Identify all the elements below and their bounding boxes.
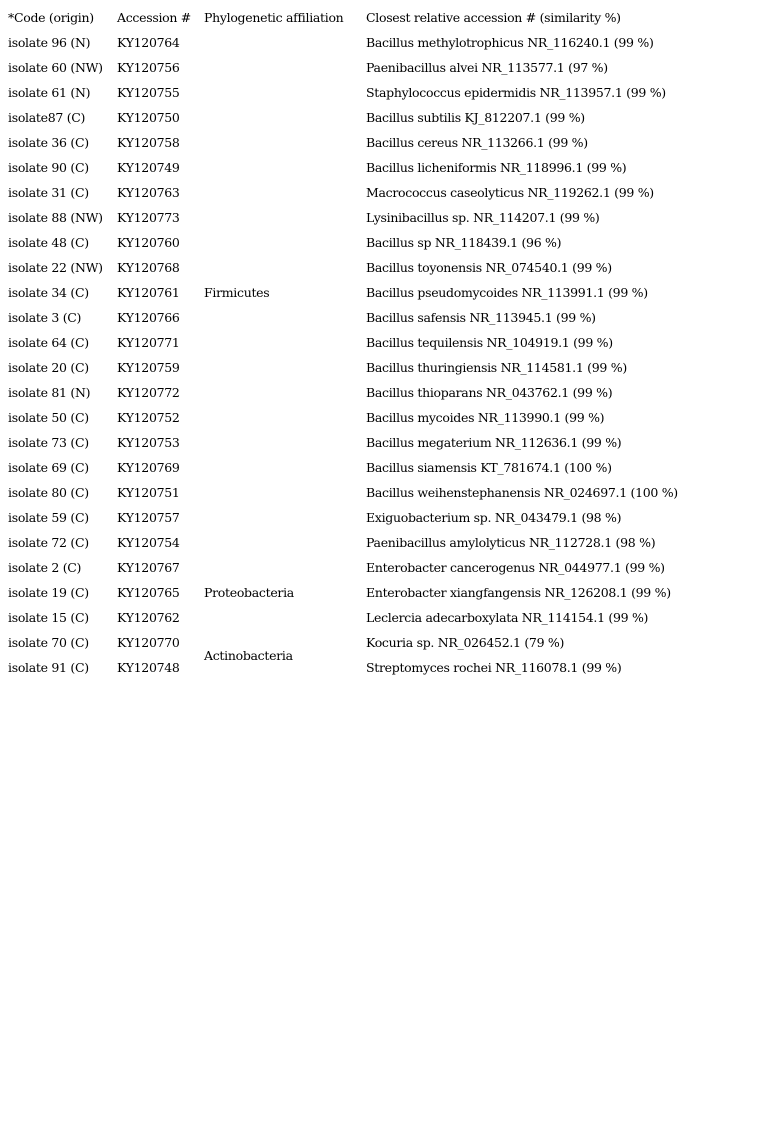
cell-phylo [200, 480, 362, 505]
cell-code: isolate 2 (C) [8, 560, 82, 575]
table-header-row [4, 5, 682, 30]
cell-relative: Bacillus sp NR_118439.1 (96 %) [366, 235, 562, 250]
cell-relative: Macrococcus caseolyticus NR_119262.1 (99 %) [366, 185, 654, 200]
table-row [4, 555, 682, 580]
cell-phylo [200, 80, 362, 105]
cell-accession: KY120760 [117, 235, 180, 250]
cell-relative: Staphylococcus epidermidis NR_113957.1 (99 %) [366, 85, 666, 100]
cell-relative: Bacillus methylotrophicus NR_116240.1 (99 %) [366, 35, 654, 50]
cell-code: isolate 91 (C) [8, 660, 89, 675]
cell-relative: Bacillus subtilis KJ_812207.1 (99 %) [366, 110, 585, 125]
cell-accession: KY120767 [117, 560, 180, 575]
cell-accession: KY120769 [117, 460, 180, 475]
cell-accession: KY120765 [117, 585, 180, 600]
cell-accession: KY120748 [117, 660, 180, 675]
cell-phylo-firmicutes: Firmicutes [204, 285, 270, 300]
cell-code: isolate 96 (N) [8, 35, 91, 50]
cell-code: isolate 50 (C) [8, 410, 89, 425]
cell-code: isolate 64 (C) [8, 335, 89, 350]
table-row [4, 580, 682, 605]
cell-phylo [200, 30, 362, 55]
cell-phylo [200, 255, 362, 280]
cell-accession: KY120757 [117, 510, 180, 525]
cell-relative: Bacillus thioparans NR_043762.1 (99 %) [366, 385, 613, 400]
cell-phylo [200, 380, 362, 405]
cell-code: isolate 48 (C) [8, 235, 89, 250]
cell-code: isolate 60 (NW) [8, 60, 103, 75]
cell-phylo [200, 430, 362, 455]
cell-phylo [200, 55, 362, 80]
cell-phylo [200, 405, 362, 430]
cell-code: isolate 70 (C) [8, 635, 89, 650]
cell-relative: Kocuria sp. NR_026452.1 (79 %) [366, 635, 565, 650]
table-row [4, 405, 682, 430]
cell-accession: KY120749 [117, 160, 180, 175]
cell-accession: KY120771 [117, 335, 180, 350]
cell-accession: KY120752 [117, 410, 180, 425]
cell-relative: Leclercia adecarboxylata NR_114154.1 (99 %) [366, 610, 649, 625]
cell-phylo [200, 330, 362, 355]
cell-relative: Bacillus megaterium NR_112636.1 (99 %) [366, 435, 622, 450]
header-accession: Accession # [117, 10, 191, 25]
table-row [4, 630, 682, 655]
cell-phylo-proteobacteria: Proteobacteria [204, 585, 294, 600]
cell-phylo [200, 605, 362, 630]
cell-code: isolate 15 (C) [8, 610, 89, 625]
table-row [4, 480, 682, 505]
isolates-table [4, 5, 682, 680]
cell-phylo [200, 355, 362, 380]
header-code: *Code (origin) [8, 10, 94, 25]
cell-phylo [200, 205, 362, 230]
table-row [4, 255, 682, 280]
table-row [4, 130, 682, 155]
cell-code: isolate 31 (C) [8, 185, 89, 200]
cell-relative: Exiguobacterium sp. NR_043479.1 (98 %) [366, 510, 622, 525]
cell-phylo [200, 105, 362, 130]
cell-code: isolate 19 (C) [8, 585, 89, 600]
cell-code: isolate87 (C) [8, 110, 86, 125]
cell-code: isolate 3 (C) [8, 310, 82, 325]
cell-accession: KY120753 [117, 435, 180, 450]
table-row [4, 330, 682, 355]
table-row [4, 355, 682, 380]
cell-relative: Lysinibacillus sp. NR_114207.1 (99 %) [366, 210, 600, 225]
table-row [4, 30, 682, 55]
table-row [4, 530, 682, 555]
cell-relative: Streptomyces rochei NR_116078.1 (99 %) [366, 660, 622, 675]
table-row [4, 305, 682, 330]
cell-relative: Bacillus thuringiensis NR_114581.1 (99 %) [366, 360, 627, 375]
cell-relative: Bacillus mycoides NR_113990.1 (99 %) [366, 410, 605, 425]
header-closest-relative: Closest relative accession # (similarity %) [366, 10, 621, 25]
cell-accession: KY120755 [117, 85, 180, 100]
cell-accession: KY120750 [117, 110, 180, 125]
table-row [4, 280, 682, 305]
cell-relative: Enterobacter cancerogenus NR_044977.1 (99 %) [366, 560, 665, 575]
cell-code: isolate 72 (C) [8, 535, 89, 550]
table-row [4, 605, 682, 630]
cell-phylo [200, 155, 362, 180]
cell-code: isolate 20 (C) [8, 360, 89, 375]
cell-phylo [200, 305, 362, 330]
cell-relative: Paenibacillus amylolyticus NR_112728.1 (98 %) [366, 535, 656, 550]
cell-phylo [200, 230, 362, 255]
cell-accession: KY120761 [117, 285, 180, 300]
header-phylogenetic-affiliation: Phylogenetic affiliation [204, 10, 344, 25]
cell-code: isolate 73 (C) [8, 435, 89, 450]
cell-code: isolate 90 (C) [8, 160, 89, 175]
cell-accession: KY120772 [117, 385, 180, 400]
cell-accession: KY120754 [117, 535, 180, 550]
cell-code: isolate 34 (C) [8, 285, 89, 300]
cell-accession: KY120770 [117, 635, 180, 650]
table-row [4, 55, 682, 80]
cell-phylo [200, 180, 362, 205]
cell-accession: KY120763 [117, 185, 180, 200]
cell-relative: Paenibacillus alvei NR_113577.1 (97 %) [366, 60, 608, 75]
cell-relative: Bacillus siamensis KT_781674.1 (100 %) [366, 460, 612, 475]
cell-accession: KY120764 [117, 35, 180, 50]
cell-accession: KY120759 [117, 360, 180, 375]
cell-code: isolate 69 (C) [8, 460, 89, 475]
cell-accession: KY120766 [117, 310, 180, 325]
table-row [4, 105, 682, 130]
cell-accession: KY120758 [117, 135, 180, 150]
cell-code: isolate 81 (N) [8, 385, 91, 400]
table-row [4, 380, 682, 405]
cell-code: isolate 59 (C) [8, 510, 89, 525]
table-row [4, 80, 682, 105]
cell-accession: KY120768 [117, 260, 180, 275]
cell-code: isolate 22 (NW) [8, 260, 103, 275]
table-row [4, 505, 682, 530]
cell-code: isolate 36 (C) [8, 135, 89, 150]
cell-relative: Bacillus toyonensis NR_074540.1 (99 %) [366, 260, 612, 275]
table-row [4, 230, 682, 255]
table-row [4, 180, 682, 205]
table-row [4, 455, 682, 480]
cell-code: isolate 88 (NW) [8, 210, 103, 225]
cell-phylo-actinobacteria: Actinobacteria [204, 647, 293, 663]
cell-accession: KY120751 [117, 485, 180, 500]
cell-relative: Bacillus tequilensis NR_104919.1 (99 %) [366, 335, 613, 350]
cell-phylo [200, 530, 362, 555]
cell-relative: Bacillus safensis NR_113945.1 (99 %) [366, 310, 596, 325]
cell-code: isolate 61 (N) [8, 85, 91, 100]
cell-phylo [200, 455, 362, 480]
table-row [4, 430, 682, 455]
table-row [4, 155, 682, 180]
table-row [4, 205, 682, 230]
cell-accession: KY120773 [117, 210, 180, 225]
cell-phylo [200, 505, 362, 530]
cell-relative: Bacillus pseudomycoides NR_113991.1 (99 %) [366, 285, 648, 300]
cell-code: isolate 80 (C) [8, 485, 89, 500]
cell-relative: Bacillus weihenstephanensis NR_024697.1 (100 %) [366, 485, 678, 500]
cell-accession: KY120756 [117, 60, 180, 75]
cell-relative: Bacillus licheniformis NR_118996.1 (99 %) [366, 160, 627, 175]
cell-relative: Bacillus cereus NR_113266.1 (99 %) [366, 135, 588, 150]
cell-phylo [200, 555, 362, 580]
cell-accession: KY120762 [117, 610, 180, 625]
cell-relative: Enterobacter xiangfangensis NR_126208.1 (99 %) [366, 585, 671, 600]
cell-phylo [200, 130, 362, 155]
